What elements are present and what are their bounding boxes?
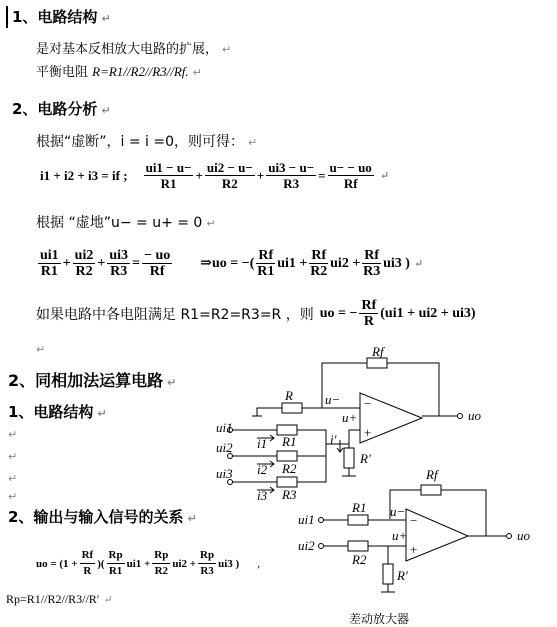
section-heading-circuit: 1、电路结构 ↵	[12, 8, 111, 26]
resistor-r	[282, 403, 302, 413]
svg-text:ui1: ui1	[298, 512, 315, 527]
resistor-rf	[367, 358, 387, 368]
part2-sub-relation: 2、输出与输入信号的关系 ↵	[8, 508, 197, 526]
svg-text:i1: i1	[257, 436, 268, 451]
resistor-r3	[277, 477, 297, 487]
svg-text:Rf: Rf	[372, 344, 384, 359]
svg-text:i′: i′	[330, 432, 337, 447]
differential-amplifier-circuit	[296, 462, 536, 627]
resistor-rprime	[383, 564, 393, 584]
balance-resistor-line: 平衡电阻 R=R1//R2//R3//Rf. ↵	[36, 64, 202, 80]
svg-text:i3: i3	[257, 488, 268, 503]
svg-text:ui3: ui3	[216, 466, 233, 481]
virtual-break-text: 根据“虚断”，i = i =0，则可得： ↵	[36, 134, 258, 150]
svg-text:−: −	[364, 396, 372, 411]
svg-text:u−: u−	[390, 504, 406, 519]
svg-text:uo: uo	[468, 408, 481, 423]
svg-text:R1: R1	[352, 500, 367, 515]
svg-text:R2: R2	[282, 461, 297, 476]
noninverting-sum-formula: uo = (1 + $\frac{Rf}{R}$ )( $\frac{Rp}{R1}$ ui1 + $\frac{Rp}{R2}$ ui2 + $\frac{Rp}{R3}$ ui3 ) ,	[36, 549, 260, 577]
svg-text:ui2: ui2	[216, 440, 233, 455]
cursor-bar	[6, 6, 8, 28]
svg-text:−: −	[410, 513, 418, 528]
paragraph-mark: ↵	[36, 343, 46, 356]
equal-resistor-condition: 如果电路中各电阻满足 R1=R2=R3=R ，则 uo = − $\frac{Rf}{R}$ (ui1 + ui2 + ui3)	[36, 298, 476, 329]
paragraph-mark: ↵	[8, 472, 18, 485]
virtual-ground-equation: $\frac{ui1}{R1}$ + $\frac{ui2}{R2}$ + $\frac{ui3}{R3}$ = $\frac{- uo}{Rf}$ ⇒uo = −( $\frac{Rf}{R1}$ ui1 + $\frac{Rf}{R2}$ ui2 + $\frac{Rf}{R3}$ ui3 ) ↵	[40, 248, 424, 279]
svg-text:R′: R′	[360, 451, 371, 466]
virtual-ground-text: 根据 “虚地”u− = u+ = 0 ↵	[36, 215, 216, 231]
svg-text:R2: R2	[352, 552, 367, 567]
resistor-r1	[348, 515, 368, 525]
svg-text:R: R	[285, 388, 293, 403]
svg-text:ui2: ui2	[298, 538, 315, 553]
svg-text:i2: i2	[257, 462, 268, 477]
svg-text:u−: u−	[325, 392, 341, 407]
svg-text:+: +	[364, 425, 372, 440]
svg-text:R1: R1	[282, 434, 297, 449]
current-equation: i1 + i2 + i3 = if ; $\frac{ui1 - u-}{R1}$ + $\frac{ui2 - u-}{R2}$ + $\frac{ui3 - u-}{R3}$ = $\frac{u- - uo}{Rf}$ ↵	[40, 160, 390, 191]
part2-title: 2、同相加法运算电路 ↵	[8, 371, 177, 390]
svg-text:ui1: ui1	[216, 420, 233, 435]
paragraph-mark: ↵	[8, 490, 18, 503]
resistor-rf	[421, 485, 441, 495]
paragraph-mark: ↵	[8, 450, 18, 463]
part2-sub-circuit: 1、电路结构 ↵	[8, 403, 107, 421]
svg-text:uo: uo	[517, 528, 530, 543]
svg-text:u+: u+	[392, 528, 408, 543]
description-line: 是对基本反相放大电路的扩展， ↵	[36, 42, 232, 57]
svg-text:R′: R′	[397, 568, 408, 583]
svg-text:R3: R3	[282, 487, 297, 502]
rp-formula: Rp=R1//R2//R3//R′ ↵	[6, 592, 113, 606]
section-heading-analysis: 2、电路分析 ↵	[12, 100, 111, 118]
svg-text:+: +	[410, 542, 418, 557]
paragraph-mark: ↵	[8, 428, 18, 441]
differential-amplifier-caption: 差动放大器	[349, 612, 410, 626]
resistor-r2	[277, 451, 297, 461]
svg-text:Rf: Rf	[426, 467, 438, 482]
resistor-r2	[348, 541, 368, 551]
svg-text:u+: u+	[342, 410, 358, 425]
